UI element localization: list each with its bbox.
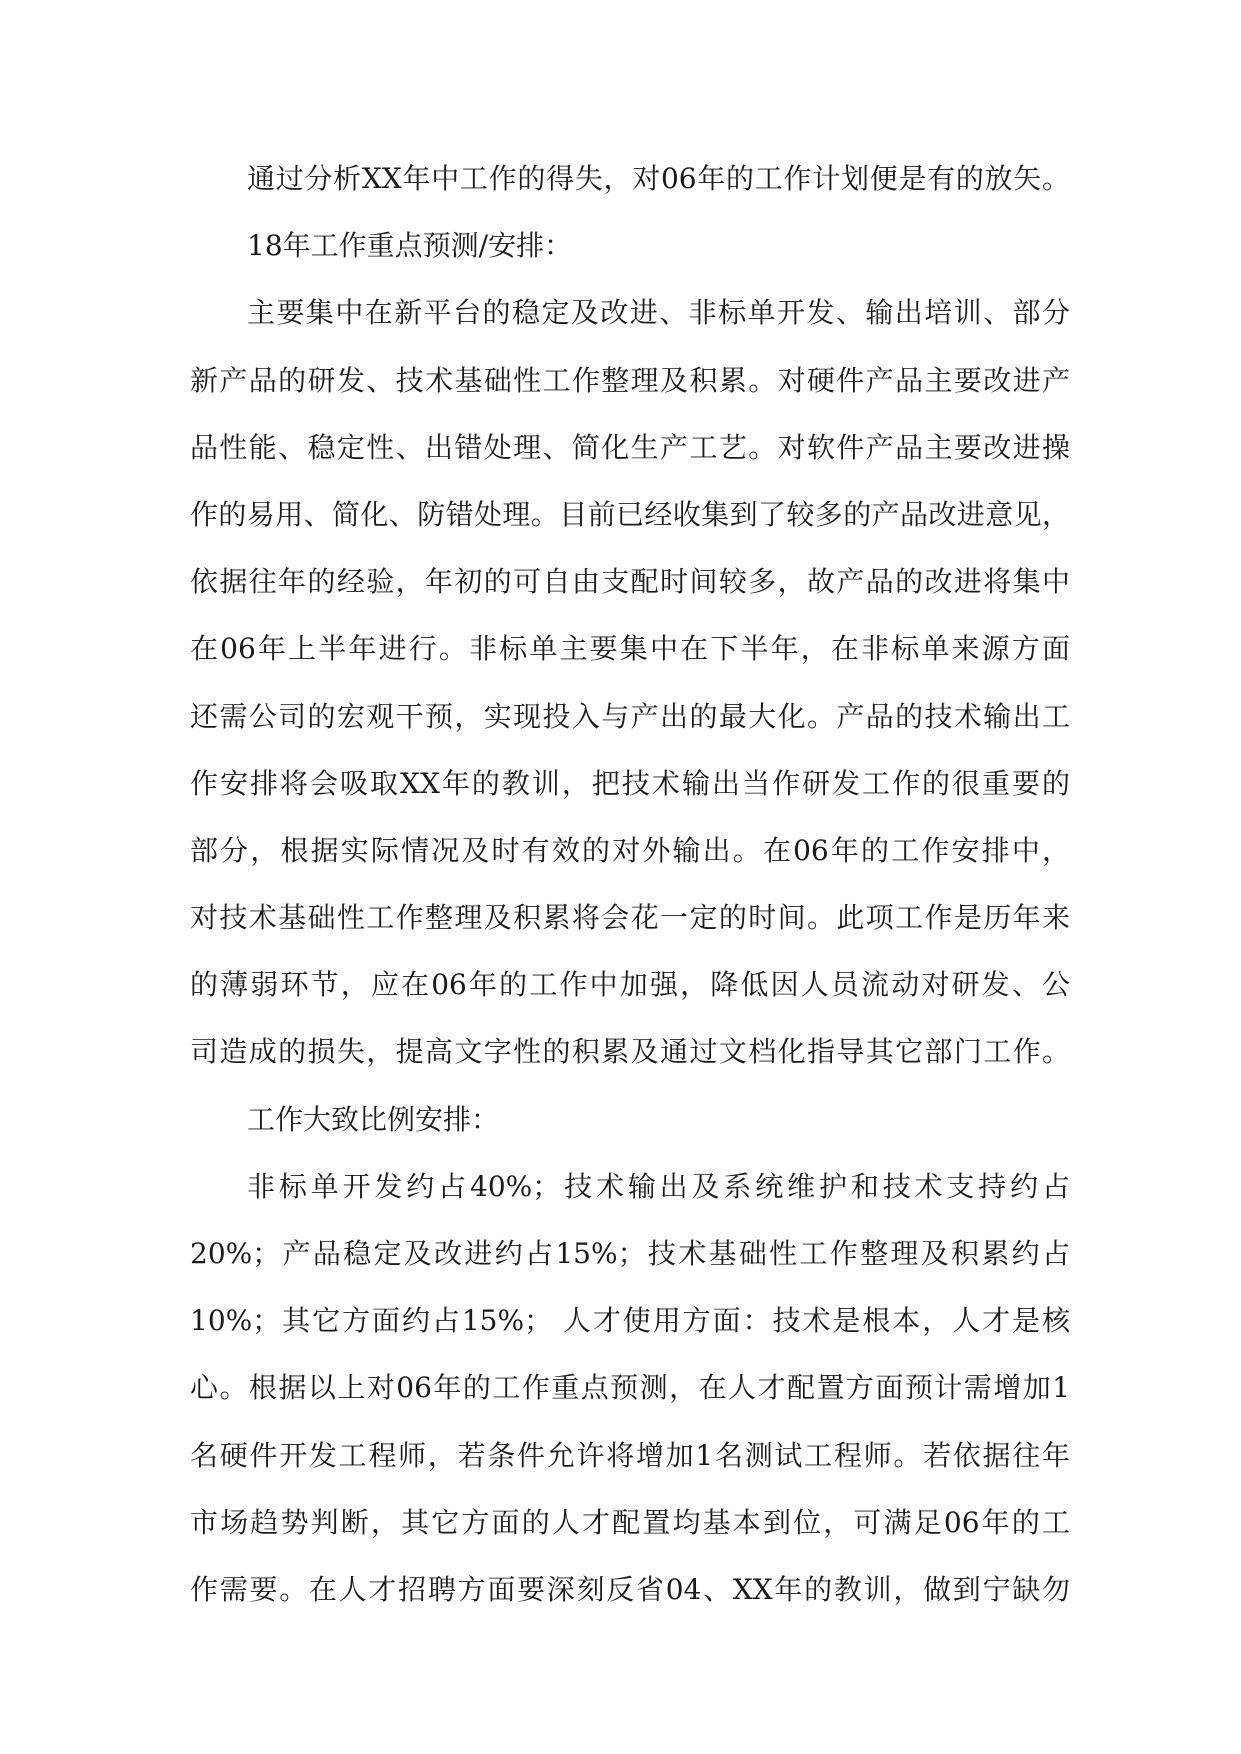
paragraph-line: 依据往年的经验，年初的可自由支配时间较多，故产品的改进将集中 xyxy=(190,565,1070,599)
paragraph-line: 作安排将会吸取XX年的教训，把技术输出当作研发工作的很重要的 xyxy=(190,766,1070,800)
paragraph-line: 在06年上半年进行。非标单主要集中在下半年，在非标单来源方面 xyxy=(190,632,1070,666)
paragraph-line: 主要集中在新平台的稳定及改进、非标单开发、输出培训、部分 xyxy=(247,296,1070,330)
body-text xyxy=(190,160,1070,1638)
paragraph-line: 市场趋势判断，其它方面的人才配置均基本到位，可满足06年的工 xyxy=(190,1505,1070,1539)
paragraph-line: 作的易用、简化、防错处理。目前已经收集到了较多的产品改进意见， xyxy=(190,497,1070,531)
paragraph-line: 作需要。在人才招聘方面要深刻反省04、XX年的教训，做到宁缺勿 xyxy=(190,1572,1070,1606)
section-heading: 工作大致比例安排： xyxy=(247,1102,500,1136)
paragraph-line: 部分，根据实际情况及时有效的对外输出。在06年的工作安排中， xyxy=(190,833,1070,867)
section-heading: 18年工作重点预测/安排： xyxy=(247,229,573,263)
paragraph-line: 还需公司的宏观干预，实现投入与产出的最大化。产品的技术输出工 xyxy=(190,699,1070,733)
paragraph-line: 20%；产品稳定及改进约占15%；技术基础性工作整理及积累约占 xyxy=(190,1237,1070,1270)
paragraph-line: 司造成的损失，提高文字性的积累及通过文档化指导其它部门工作。 xyxy=(190,1035,1070,1069)
paragraph-line: 对技术基础性工作整理及积累将会花一定的时间。此项工作是历年来 xyxy=(190,901,1070,935)
paragraph-line: 心。根据以上对06年的工作重点预测，在人才配置方面预计需增加1 xyxy=(190,1371,1070,1405)
paragraph-line: 通过分析XX年中工作的得失，对06年的工作计划便是有的放矢。 xyxy=(247,162,1070,195)
paragraph-line: 10%；其它方面约占15%； 人才使用方面：技术是根本，人才是核 xyxy=(190,1304,1070,1338)
paragraph-line: 品性能、稳定性、出错处理、简化生产工艺。对软件产品主要改进操 xyxy=(190,430,1070,464)
paragraph-line: 非标单开发约占40%；技术输出及系统维护和技术支持约占 xyxy=(247,1169,1070,1203)
paragraph-line: 的薄弱环节，应在06年的工作中加强，降低因人员流动对研发、公 xyxy=(190,968,1070,1002)
paragraph-line: 名硬件开发工程师，若条件允许将增加1名测试工程师。若依据往年 xyxy=(190,1438,1070,1472)
paragraph-line: 新产品的研发、技术基础性工作整理及积累。对硬件产品主要改进产 xyxy=(190,363,1070,397)
